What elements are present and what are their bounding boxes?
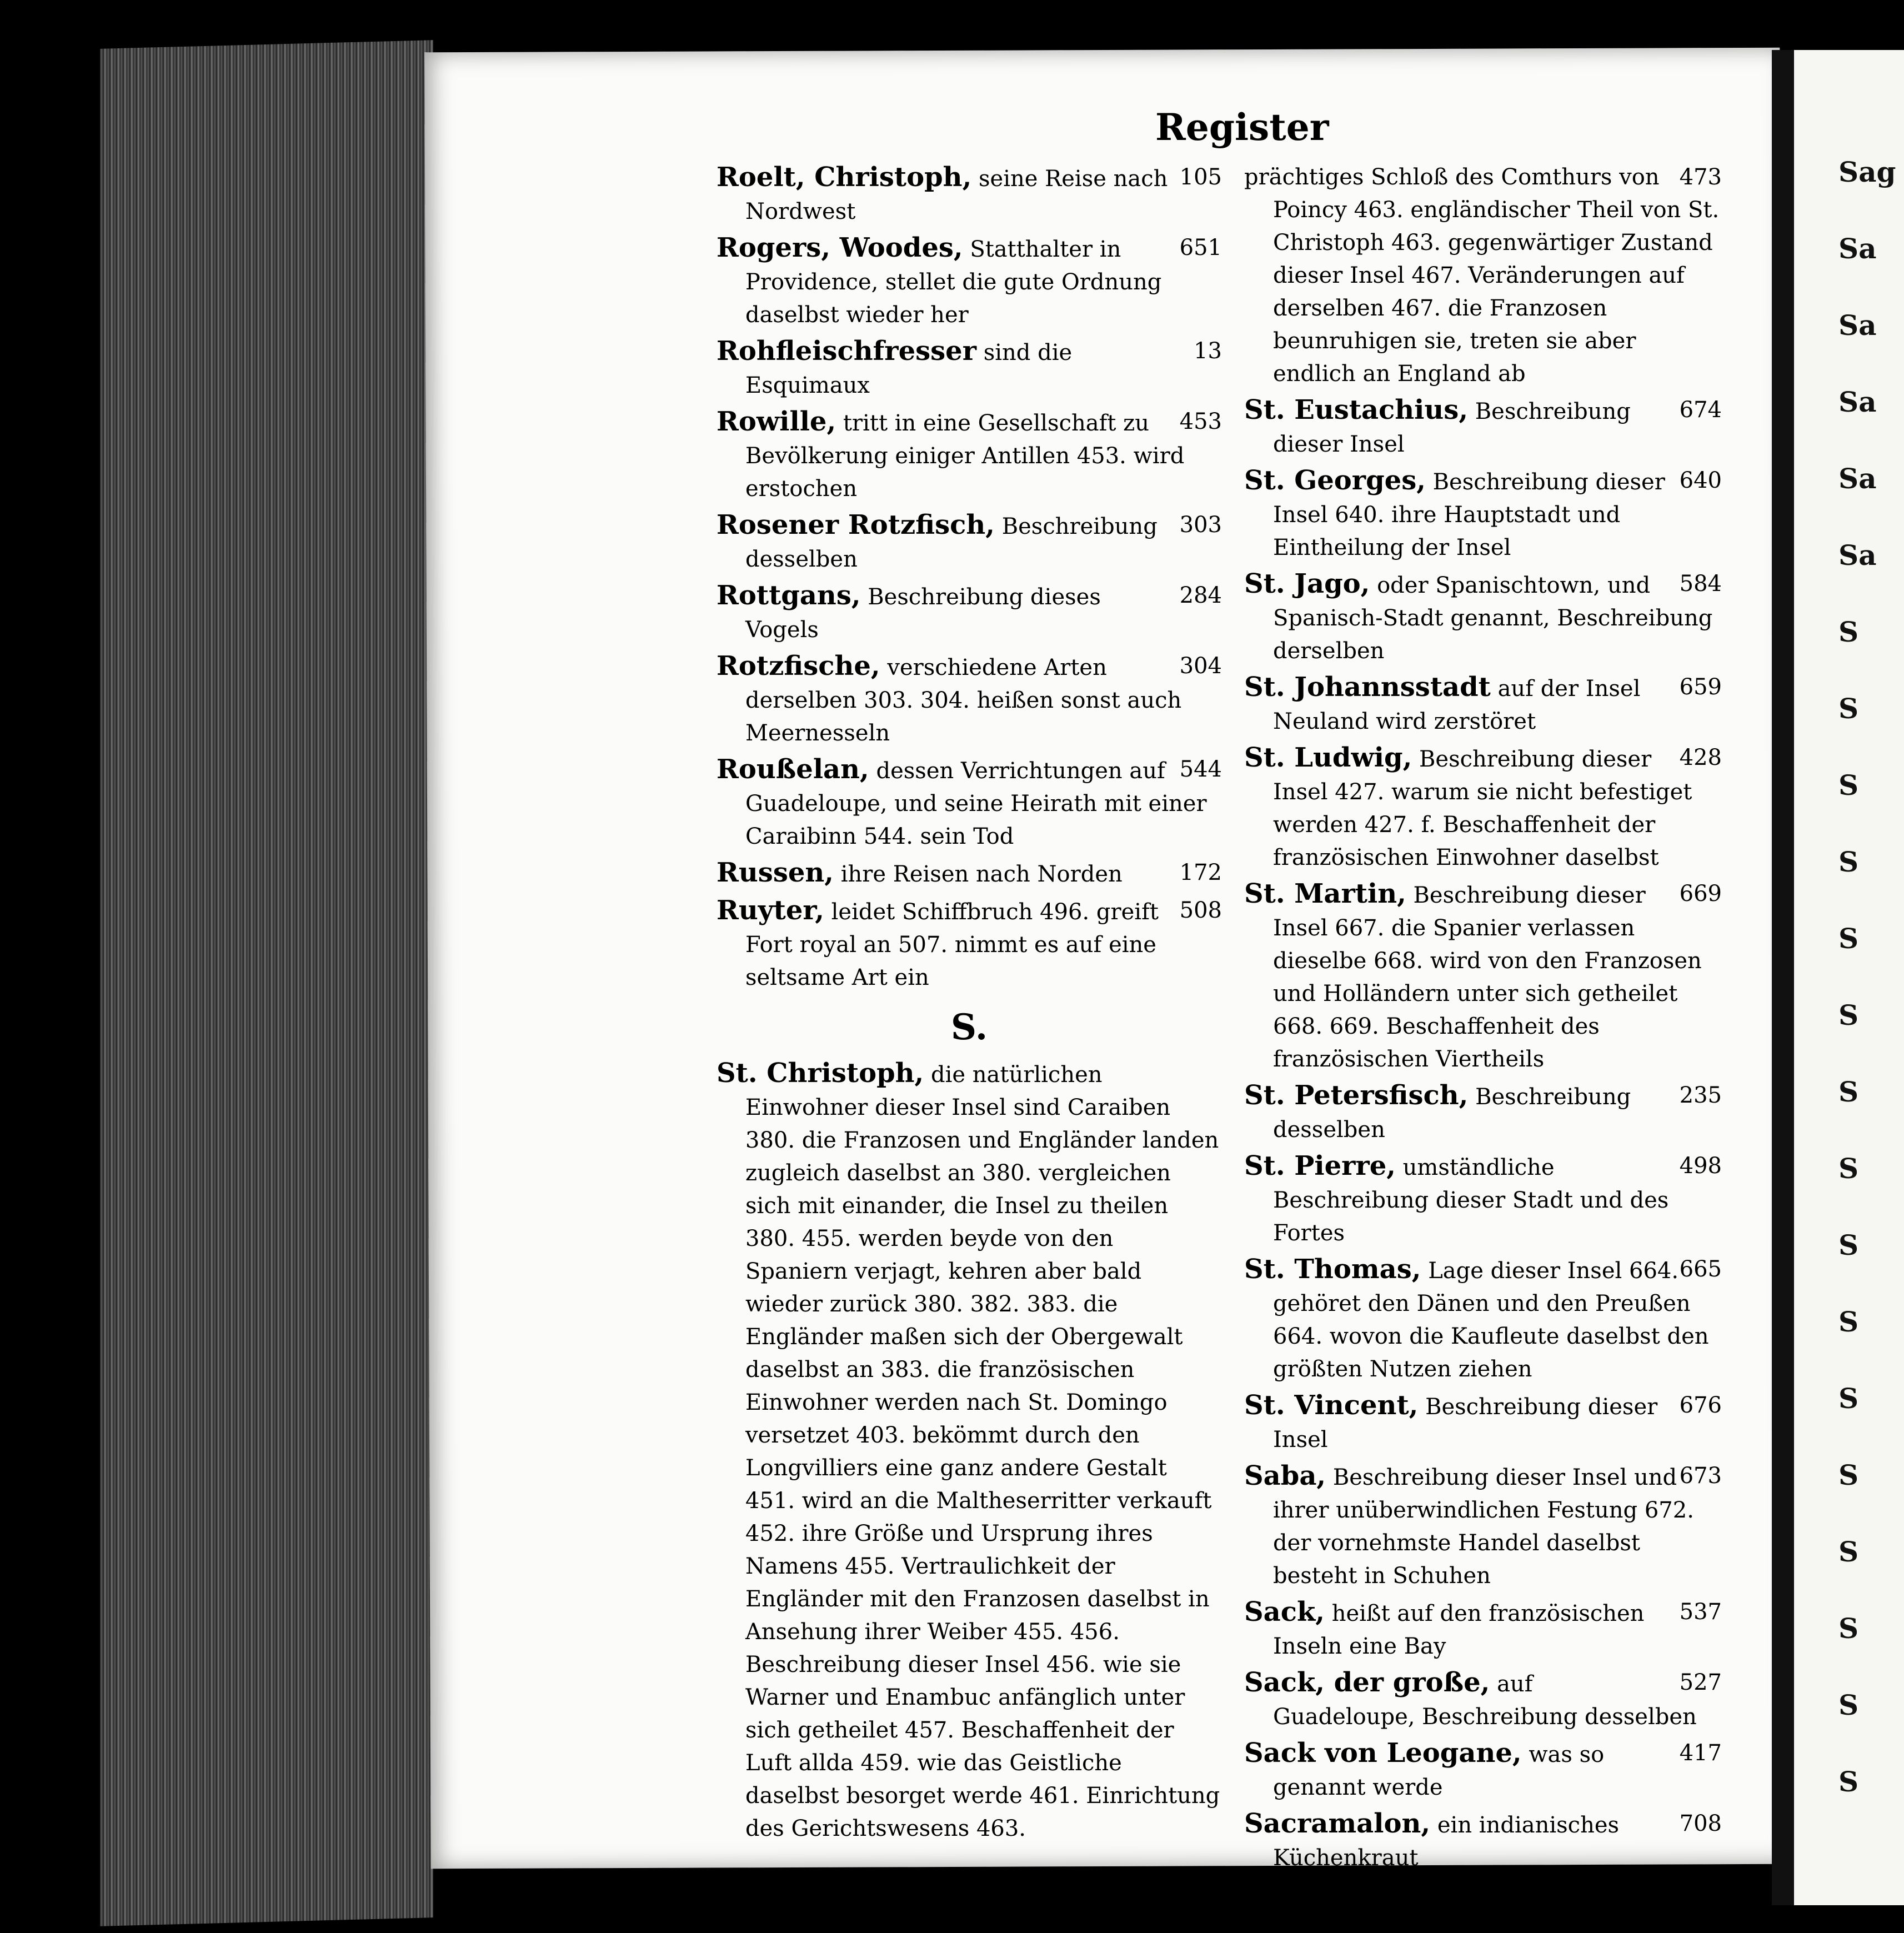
entry-text: seine Reise nach Nordwest <box>745 166 1168 224</box>
entry-headword: Sacramalon, <box>1244 1808 1431 1839</box>
index-entry <box>1244 394 1722 461</box>
entry-page-number: 508 <box>1179 898 1222 923</box>
entry-text: sind die Esquimaux <box>745 340 1073 398</box>
index-entry <box>716 857 1222 891</box>
entry-page-number: 537 <box>1679 1599 1722 1625</box>
index-entry <box>1244 1253 1722 1386</box>
next-page-fragment: S <box>1838 845 1859 878</box>
next-page-fragment: S <box>1838 1382 1859 1415</box>
entry-headword: Russen, <box>716 857 834 888</box>
index-entry <box>1244 1737 1722 1804</box>
next-page-fragment: S <box>1838 1075 1859 1108</box>
entry-headword: St. Thomas, <box>1244 1254 1421 1285</box>
index-entry <box>716 650 1222 750</box>
next-page-fragment: S <box>1838 1152 1859 1185</box>
entry-text: tritt in eine Gesellschaft zu Bevölkerung einiger Antillen 453. wird erstochen <box>745 410 1185 502</box>
entry-headword: St. Jago, <box>1244 568 1370 599</box>
entry-headword: St. Christoph, <box>716 1058 924 1089</box>
entry-page-number: 105 <box>1179 164 1222 190</box>
next-page-fragment: S <box>1838 922 1859 955</box>
entry-headword: Roelt, Christoph, <box>716 162 972 193</box>
index-entry <box>1244 1079 1722 1146</box>
entry-text: die natürlichen Einwohner dieser Insel sind Caraiben 380. die Franzosen und Engländer landen zugleich daselbst an 380. vergleichen sich mit einander, die Insel zu theilen 380. 455. werden beyde von den Spaniern verjagt, kehren aber bald wieder zurück 380. 382. 383. die Engländer maßen sich der Obergewalt daselbst an 383. die französischen Einwohner werden nach St. Domingo versetzet 403. bekömmt durch den Longvilliers eine ganz andere Gestalt 451. wird an die Maltheserritter verkauft 452. ihre Größe und Ursprung ihres Namens 455. Vertraulichkeit der Engländer mit den Franzosen daselbst in Ansehung ihrer Weiber 455. 456. Beschreibung dieser Insel 456. wie sie Warner und Enambuc anfänglich unter sich getheilet 457. Beschaffenheit der Luft allda 459. wie das Geistliche daselbst besorget werde 461. Einrichtung des Gerichtswesens 463. <box>745 1062 1220 1841</box>
entry-headword: Rosener Rotzfisch, <box>716 509 995 540</box>
entry-text: leidet Schiffbruch 496. greift Fort royal an 507. nimmt es auf eine seltsame Art ein <box>745 899 1159 990</box>
entry-page-number: 640 <box>1679 468 1722 493</box>
index-entry <box>1244 568 1722 668</box>
entry-headword: St. Eustachius, <box>1244 394 1469 425</box>
index-entry <box>1244 878 1722 1076</box>
entry-text: heißt auf den französischen Inseln eine Bay <box>1273 1601 1645 1659</box>
entry-page-number: 669 <box>1679 881 1722 907</box>
index-entry <box>716 405 1222 505</box>
index-entry <box>716 335 1222 402</box>
entry-text: Beschreibung dieser Insel <box>1273 399 1631 457</box>
next-page-fragment: S <box>1838 769 1859 802</box>
entry-headword: St. Georges, <box>1244 465 1426 496</box>
entry-headword: Rottgans, <box>716 580 861 611</box>
next-page-fragment: Sa <box>1838 462 1877 495</box>
next-page-edge <box>1772 50 1904 1905</box>
entry-page-number: 584 <box>1679 571 1722 597</box>
entry-headword: Sack, <box>1244 1596 1325 1627</box>
entry-page-number: 708 <box>1679 1811 1722 1836</box>
index-entry <box>716 509 1222 576</box>
entry-page-number: 544 <box>1179 757 1222 782</box>
entry-page-number: 172 <box>1179 860 1222 885</box>
left-column <box>716 161 1222 1849</box>
index-entry <box>1244 1666 1722 1734</box>
running-head: Register <box>1155 106 1329 149</box>
next-page-fragment: S <box>1838 615 1859 648</box>
next-page-fragment: Sa <box>1838 232 1877 265</box>
entry-page-number: 417 <box>1679 1740 1722 1766</box>
right-column <box>1244 161 1722 1913</box>
entry-page-number: 13 <box>1194 338 1222 364</box>
entry-headword: Rowille, <box>716 406 836 437</box>
index-entry <box>1244 671 1722 738</box>
next-page-fragment: S <box>1838 1612 1859 1645</box>
index-entry <box>716 1057 1222 1845</box>
entry-text: Beschreibung dieser Insel <box>1273 1394 1658 1453</box>
entry-text: auf der Insel Neuland wird zerstöret <box>1273 676 1641 734</box>
next-page-fragment: S <box>1838 1535 1859 1568</box>
entry-text: Statthalter in Providence, stellet die gute Ordnung daselbst wieder her <box>745 237 1162 328</box>
entry-page-number: 473 <box>1679 164 1722 190</box>
index-entry <box>1244 1389 1722 1456</box>
entry-page-number: 304 <box>1179 653 1222 679</box>
entry-text: Beschreibung dieser Insel 667. die Spanier verlassen dieselbe 668. wird von den Franzosen und Holländern unter sich getheilet 668. 669. Beschaffenheit des französischen Viertheils <box>1273 883 1702 1072</box>
entry-page-number: 235 <box>1679 1083 1722 1108</box>
entry-text: Beschreibung desselben <box>745 514 1158 572</box>
entry-headword: St. Petersfisch, <box>1244 1080 1469 1111</box>
entry-headword: St. Martin, <box>1244 878 1406 909</box>
entry-text: Lage dieser Insel 664. gehöret den Dänen und den Preußen 664. wovon die Kaufleute daselbst den größten Nutzen ziehen <box>1273 1258 1709 1382</box>
next-page-fragment: S <box>1838 999 1859 1031</box>
entry-headword: St. Vincent, <box>1244 1390 1419 1421</box>
index-entry <box>716 753 1222 853</box>
next-page-fragment: Sag <box>1838 156 1896 188</box>
next-page-fragment: Sa <box>1838 309 1877 342</box>
next-page-fragment: S <box>1838 1459 1859 1491</box>
entry-headword: Sack von Leogane, <box>1244 1737 1522 1769</box>
index-entry <box>716 161 1222 228</box>
index-entry <box>1244 1460 1722 1593</box>
entry-headword: Saba, <box>1244 1460 1326 1491</box>
next-page-fragment: S <box>1838 1305 1859 1338</box>
entry-text: ihre Reisen nach Norden <box>840 862 1123 887</box>
next-page-fragment: S <box>1838 1765 1859 1798</box>
entry-page-number: 651 <box>1179 235 1222 261</box>
entry-headword: Rohfleischfresser <box>716 335 976 367</box>
entry-text: verschiedene Arten derselben 303. 304. heißen sonst auch Meernesseln <box>745 655 1182 746</box>
next-page-fragment: Sa <box>1838 539 1877 572</box>
entry-page-number: 527 <box>1679 1670 1722 1695</box>
entry-page-number: 676 <box>1679 1393 1722 1418</box>
entry-page-number: 303 <box>1179 512 1222 538</box>
entry-text: Beschreibung desselben <box>1273 1084 1631 1143</box>
entry-headword: Sack, der große, <box>1244 1667 1490 1698</box>
next-page-fragment: S <box>1838 1689 1859 1721</box>
entry-headword: Rotzfische, <box>716 650 880 682</box>
entry-text: ein indianisches Küchenkraut <box>1273 1812 1620 1871</box>
entry-page-number: 453 <box>1179 409 1222 434</box>
entry-text: Beschreibung dieser Insel und ihrer unüberwindlichen Festung 672. der vornehmste Handel daselbst besteht in Schuhen <box>1273 1465 1694 1589</box>
entry-text: was so genannt werde <box>1273 1742 1605 1800</box>
index-entry <box>716 232 1222 332</box>
entry-page-number: 428 <box>1679 745 1722 770</box>
index-entry <box>1244 464 1722 564</box>
section-letter: S. <box>950 1006 988 1048</box>
entry-page-number: 674 <box>1679 397 1722 423</box>
index-entry <box>1244 1807 1722 1875</box>
entry-headword: Ruyter, <box>716 895 824 926</box>
index-entry <box>1244 1596 1722 1663</box>
index-entry <box>716 579 1222 647</box>
entry-text: auf Guadeloupe, Beschreibung desselben <box>1273 1671 1697 1730</box>
index-entry <box>1244 742 1722 874</box>
entry-page-number: 665 <box>1679 1256 1722 1282</box>
entry-headword: Rogers, Woodes, <box>716 232 963 263</box>
index-entry <box>716 894 1222 994</box>
page-edges <box>100 40 433 1926</box>
index-entry <box>1244 161 1722 390</box>
entry-headword: St. Ludwig, <box>1244 742 1412 773</box>
entry-text: umständliche Beschreibung dieser Stadt und des Fortes <box>1273 1155 1669 1246</box>
catchword: Saga- <box>1658 1884 1722 1909</box>
entry-page-number: 673 <box>1679 1463 1722 1489</box>
entry-text: Beschreibung dieses Vogels <box>745 584 1101 643</box>
entry-text: Beschreibung dieser Insel 640. ihre Hauptstadt und Eintheilung der Insel <box>1273 469 1665 560</box>
next-page-fragment: S <box>1838 1229 1859 1261</box>
entry-text: Beschreibung dieser Insel 427. warum sie nicht befestiget werden 427. f. Beschaffenheit der französischen Einwohner daselbst <box>1273 747 1692 870</box>
entry-text: oder Spanischtown, und Spanisch-Stadt genannt, Beschreibung derselben <box>1273 573 1713 664</box>
entry-page-number: 659 <box>1679 674 1722 700</box>
entry-text: prächtiges Schloß des Comthurs von Poincy 463. engländischer Theil von St. Christoph 463. gegenwärtiger Zustand dieser Insel 467. Veränderungen auf derselben 467. die Franzosen beunruhigen sie, treten sie aber endlich an England ab <box>1244 164 1720 387</box>
entry-text: dessen Verrichtungen auf Guadeloupe, und seine Heirath mit einer Caraibinn 544. sein Tod <box>745 758 1207 849</box>
entry-page-number: 284 <box>1179 583 1222 608</box>
entry-headword: St. Pierre, <box>1244 1150 1396 1181</box>
entry-page-number: 498 <box>1679 1153 1722 1179</box>
entry-headword: St. Johannsstadt <box>1244 672 1491 703</box>
entry-headword: Roußelan, <box>716 754 869 785</box>
next-page-fragment: Sa <box>1838 385 1877 418</box>
next-page-fragment: S <box>1838 692 1859 725</box>
index-entry <box>1244 1150 1722 1250</box>
